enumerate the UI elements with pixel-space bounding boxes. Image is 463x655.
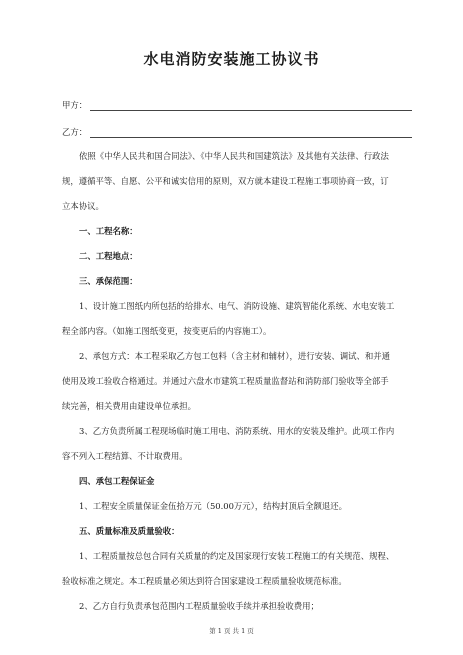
party-b-label: 乙方： [62, 127, 88, 137]
scope-item-line: 续完善，相关费用由建设单位承担。 [62, 401, 196, 411]
section-deposit: 四、承包工程保证金 [79, 476, 155, 486]
scope-item-line: 1、设计施工图纸内所包括的给排水、电气、消防设施、建筑智能化系统、水电安装工 [79, 301, 395, 311]
scope-item-line: 容不列入工程结算、不计取费用。 [62, 451, 188, 461]
section-scope: 三、承保范围： [79, 276, 138, 286]
document-title: 水电消防安装施工协议书 [143, 50, 320, 68]
intro-line: 立本协议。 [62, 201, 104, 211]
quality-item-line: 2、乙方自行负责承包范围内工程质量验收手续并承担验收费用； [79, 601, 319, 611]
scope-item-line: 3、乙方负责所属工程现场临时施工用电、消防系统、用水的安装及维护。此项工作内 [79, 426, 395, 436]
quality-item-line: 1、工程质量按总包合同有关质量的约定及国家现行安装工程施工的有关规范、规程、 [79, 551, 395, 561]
scope-item-line: 程全部内容。（如施工图纸变更，按变更后的内容施工）。 [62, 326, 272, 336]
intro-line: 依照《中华人民共和国合同法》、《中华人民共和国建筑法》及其他有关法律、行政法 [79, 151, 389, 161]
party-b-row [62, 125, 412, 139]
party-a-row [62, 98, 412, 112]
section-project-name: 一、工程名称： [79, 226, 138, 236]
party-a-underline [90, 110, 412, 111]
scope-item-line: 2、承包方式：本工程采取乙方包工包料（含主材和辅材），进行安装、调试、和并通 [79, 351, 391, 361]
section-project-location: 二、工程地点： [79, 251, 138, 261]
scope-item-line: 使用及竣工验收合格通过。并通过六盘水市建筑工程质量监督站和消防部门验收等全部手 [62, 376, 389, 386]
party-b-underline [90, 137, 412, 138]
page-footer: 第 1 页 共 1 页 [209, 627, 254, 635]
deposit-line: 1、工程安全质量保证金伍拾万元（50.00万元），结构封顶后全额退还。 [79, 501, 347, 511]
section-quality: 五、质量标准及质量验收： [79, 526, 180, 536]
quality-item-line: 验收标准之规定。本工程质量必须达到符合国家建设工程质量验收规范标准。 [62, 576, 347, 586]
party-a-label: 甲方： [62, 100, 88, 110]
intro-line: 规，遵循平等、自愿、公平和诚实信用的原则，双方就本建设工程施工事项协商一致，订 [62, 176, 389, 186]
